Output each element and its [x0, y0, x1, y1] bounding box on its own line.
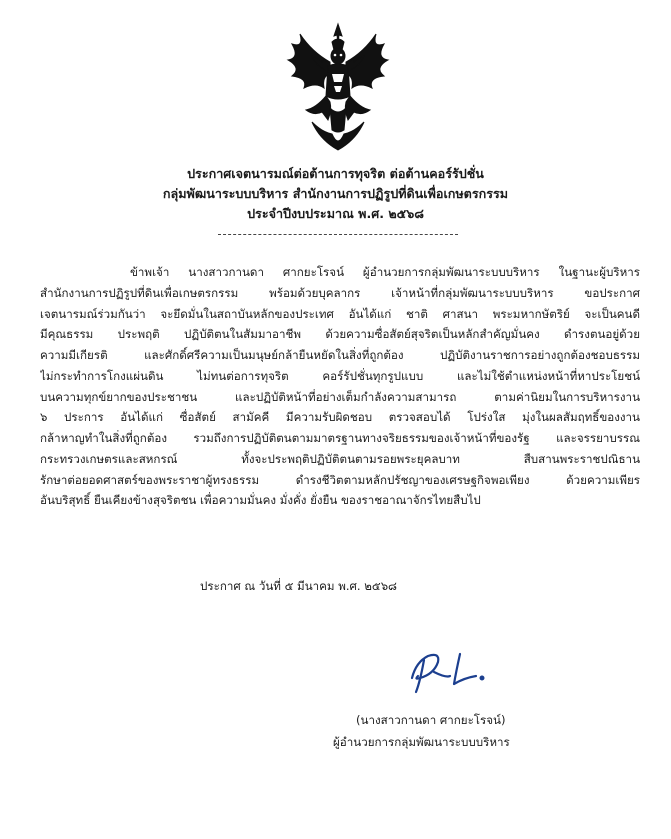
announcement-date: ประกาศ ณ วันที่ ๕ มีนาคม พ.ศ. ๒๕๖๘ [200, 579, 397, 593]
signature-icon [398, 648, 498, 694]
body-line: เจตนารมณ์ร่วมกันว่า จะยึดมั่นในสถาบันหลักของประเทศ อันได้แก่ ชาติ ศาสนา พระมหากษัตริย์ จะเป็นคนดี [40, 306, 640, 321]
body-line: ไม่กระทำการโกงแผ่นดิน ไม่ทนต่อการทุจริต คอร์รัปชั่นทุกรูปแบบ และไม่ใช้ตำแหน่งหน้าที่หาประโยชน์ [40, 368, 640, 383]
body-line: มีคุณธรรม ประพฤติ ปฏิบัติตนในสัมมาอาชีพ ด้วยความซื่อสัตย์สุจริตเป็นหลักสำคัญมั่นคง ดำรงตนอยู่ด้วย [40, 327, 640, 342]
body-line: รักษาต่อยอดศาสตร์ของพระราชาผู้ทรงธรรม ดำรงชีวิตตามหลักปรัชญาของเศรษฐกิจพอเพียง ด้วยความเพียร [40, 472, 640, 487]
body-line: ความมีเกียรติ และศักดิ์ศรีความเป็นมนุษย์กล้ายืนหยัดในสิ่งที่ถูกต้อง ปฏิบัติงานราชการอย่างถูกต้องชอบธรรม [40, 348, 640, 362]
title-line-2: กลุ่มพัฒนาระบบบริหาร สำนักงานการปฏิรูปที่ดินเพื่อเกษตรกรรม [162, 186, 509, 201]
title-line-3: ประจำปีงบประมาณ พ.ศ. ๒๕๖๘ [247, 206, 424, 221]
title-line-1: ประกาศเจตนารมณ์ต่อต้านการทุจริต ต่อต้านคอร์รัปชั่น [187, 166, 484, 181]
body-line: อันบริสุทธิ์ ยืนเคียงข้างสุจริตชน เพื่อความมั่นคง มั่งคั่ง ยั่งยืน ของราชอาณาจักรไทยสืบไป [40, 493, 481, 508]
body-line: กล้าหาญทำในสิ่งที่ถูกต้อง รวมถึงการปฏิบัติตนตามมาตรฐานทางจริยธรรมของเจ้าหน้าที่ของรัฐ และจรรยาบรรณ [40, 431, 640, 445]
body-line: สำนักงานการปฏิรูปที่ดินเพื่อเกษตรกรรม พร้อมด้วยบุคลากร เจ้าหน้าที่กลุ่มพัฒนาระบบบริหาร ขอประกาศ [40, 285, 640, 300]
signatory-position: ผู้อำนวยการกลุ่มพัฒนาระบบบริหาร [333, 735, 510, 749]
title-divider [218, 234, 458, 235]
announcement-body [40, 262, 640, 511]
body-line: บนความทุกข์ยากของประชาชน และปฏิบัติหน้าที่อย่างเต็มกำลังความสามารถ ตามค่านิยมในการบริหารงาน [40, 389, 640, 404]
garuda-emblem-icon [282, 22, 394, 152]
body-line: กระทรวงเกษตรและสหกรณ์ ทั้งจะประพฤติปฏิบัติตนตามรอยพระยุคลบาท สืบสานพระราชปณิธาน [40, 451, 640, 466]
body-line: ข้าพเจ้า นางสาวกานดา ศากยะโรจน์ ผู้อำนวยการกลุ่มพัฒนาระบบบริหาร ในฐานะผู้บริหาร [130, 265, 640, 279]
announcement-title [0, 164, 671, 224]
body-line: ๖ ประการ อันได้แก่ ซื่อสัตย์ สามัคคี มีความรับผิดชอบ ตรวจสอบได้ โปร่งใส มุ่งในผลสัมฤทธิ์ของงาน [40, 410, 640, 425]
signatory-name: (นางสาวกานดา ศากยะโรจน์) [356, 713, 506, 727]
